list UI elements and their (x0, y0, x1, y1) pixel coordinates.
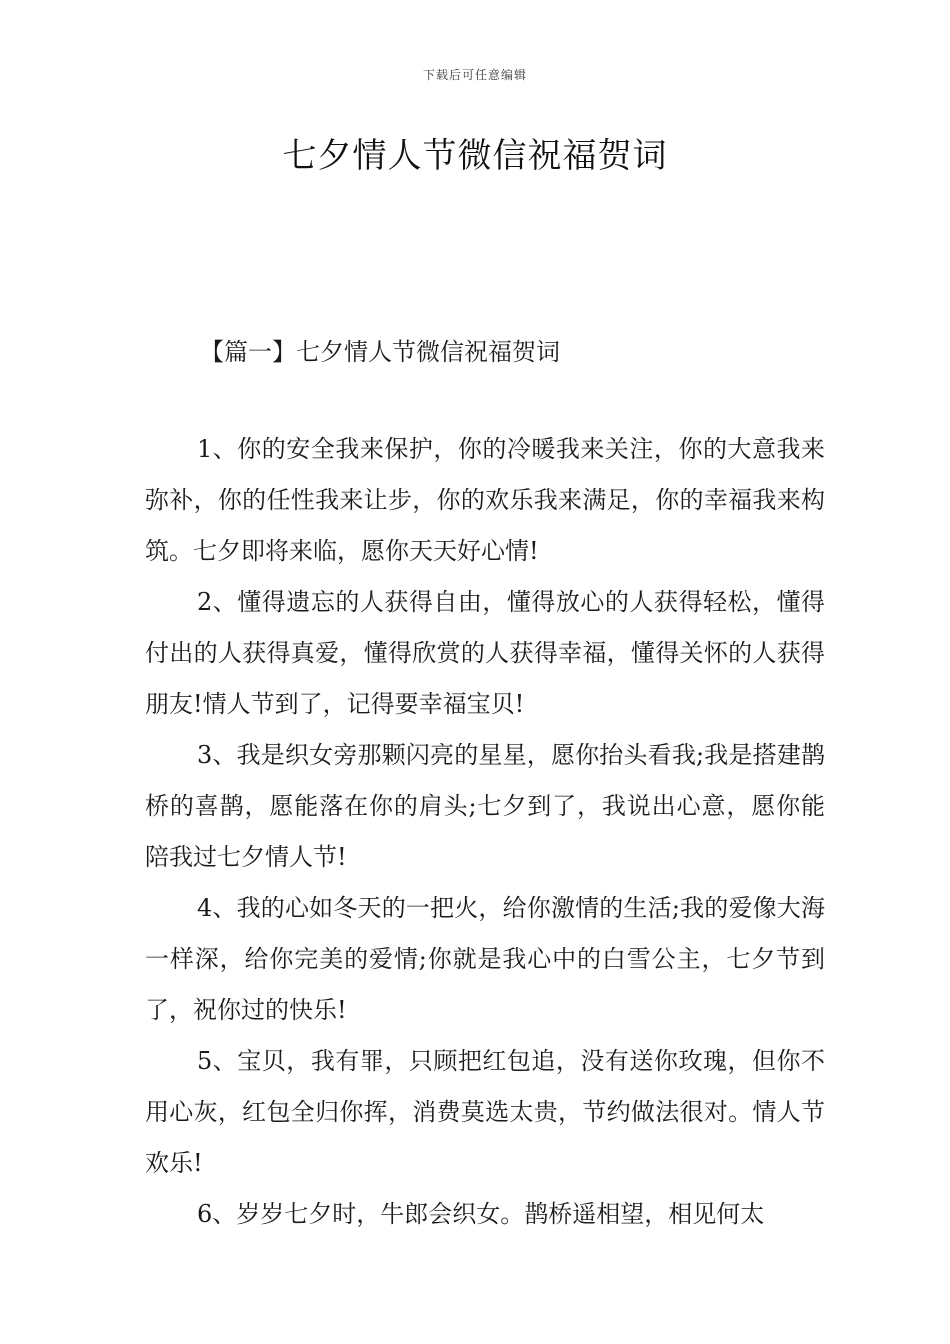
paragraph-1: 1、你的安全我来保护，你的冷暖我来关注，你的大意我来弥补，你的任性我来让步，你的欢乐我来满足，你的幸福我来构筑。七夕即将来临，愿你天天好心情! (145, 435, 825, 565)
paragraph-2: 2、懂得遗忘的人获得自由，懂得放心的人获得轻松，懂得付出的人获得真爱，懂得欣赏的人获得幸福，懂得关怀的人获得朋友!情人节到了，记得要幸福宝贝! (145, 588, 825, 718)
section-heading: 【篇一】七夕情人节微信祝福贺词 (200, 338, 560, 366)
header-note: 下载后可任意编辑 (422, 68, 527, 82)
paragraph-4: 4、我的心如冬天的一把火，给你激情的生活;我的爱像大海一样深，给你完美的爱情;你就是我心中的白雪公主，七夕节到了，祝你过的快乐! (145, 894, 825, 1024)
paragraph-3: 3、我是织女旁那颗闪亮的星星，愿你抬头看我;我是搭建鹊桥的喜鹊，愿能落在你的肩头;七夕到了，我说出心意，愿你能陪我过七夕情人节! (145, 741, 825, 871)
paragraph-5: 5、宝贝，我有罪，只顾把红包追，没有送你玫瑰，但你不用心灰，红包全归你挥，消费莫选太贵，节约做法很对。情人节欢乐! (145, 1047, 825, 1177)
document-body (145, 424, 825, 1240)
paragraph-6: 6、岁岁七夕时，牛郎会织女。鹊桥遥相望，相见何太 (197, 1200, 765, 1228)
document-title: 七夕情人节微信祝福贺词 (282, 136, 668, 176)
